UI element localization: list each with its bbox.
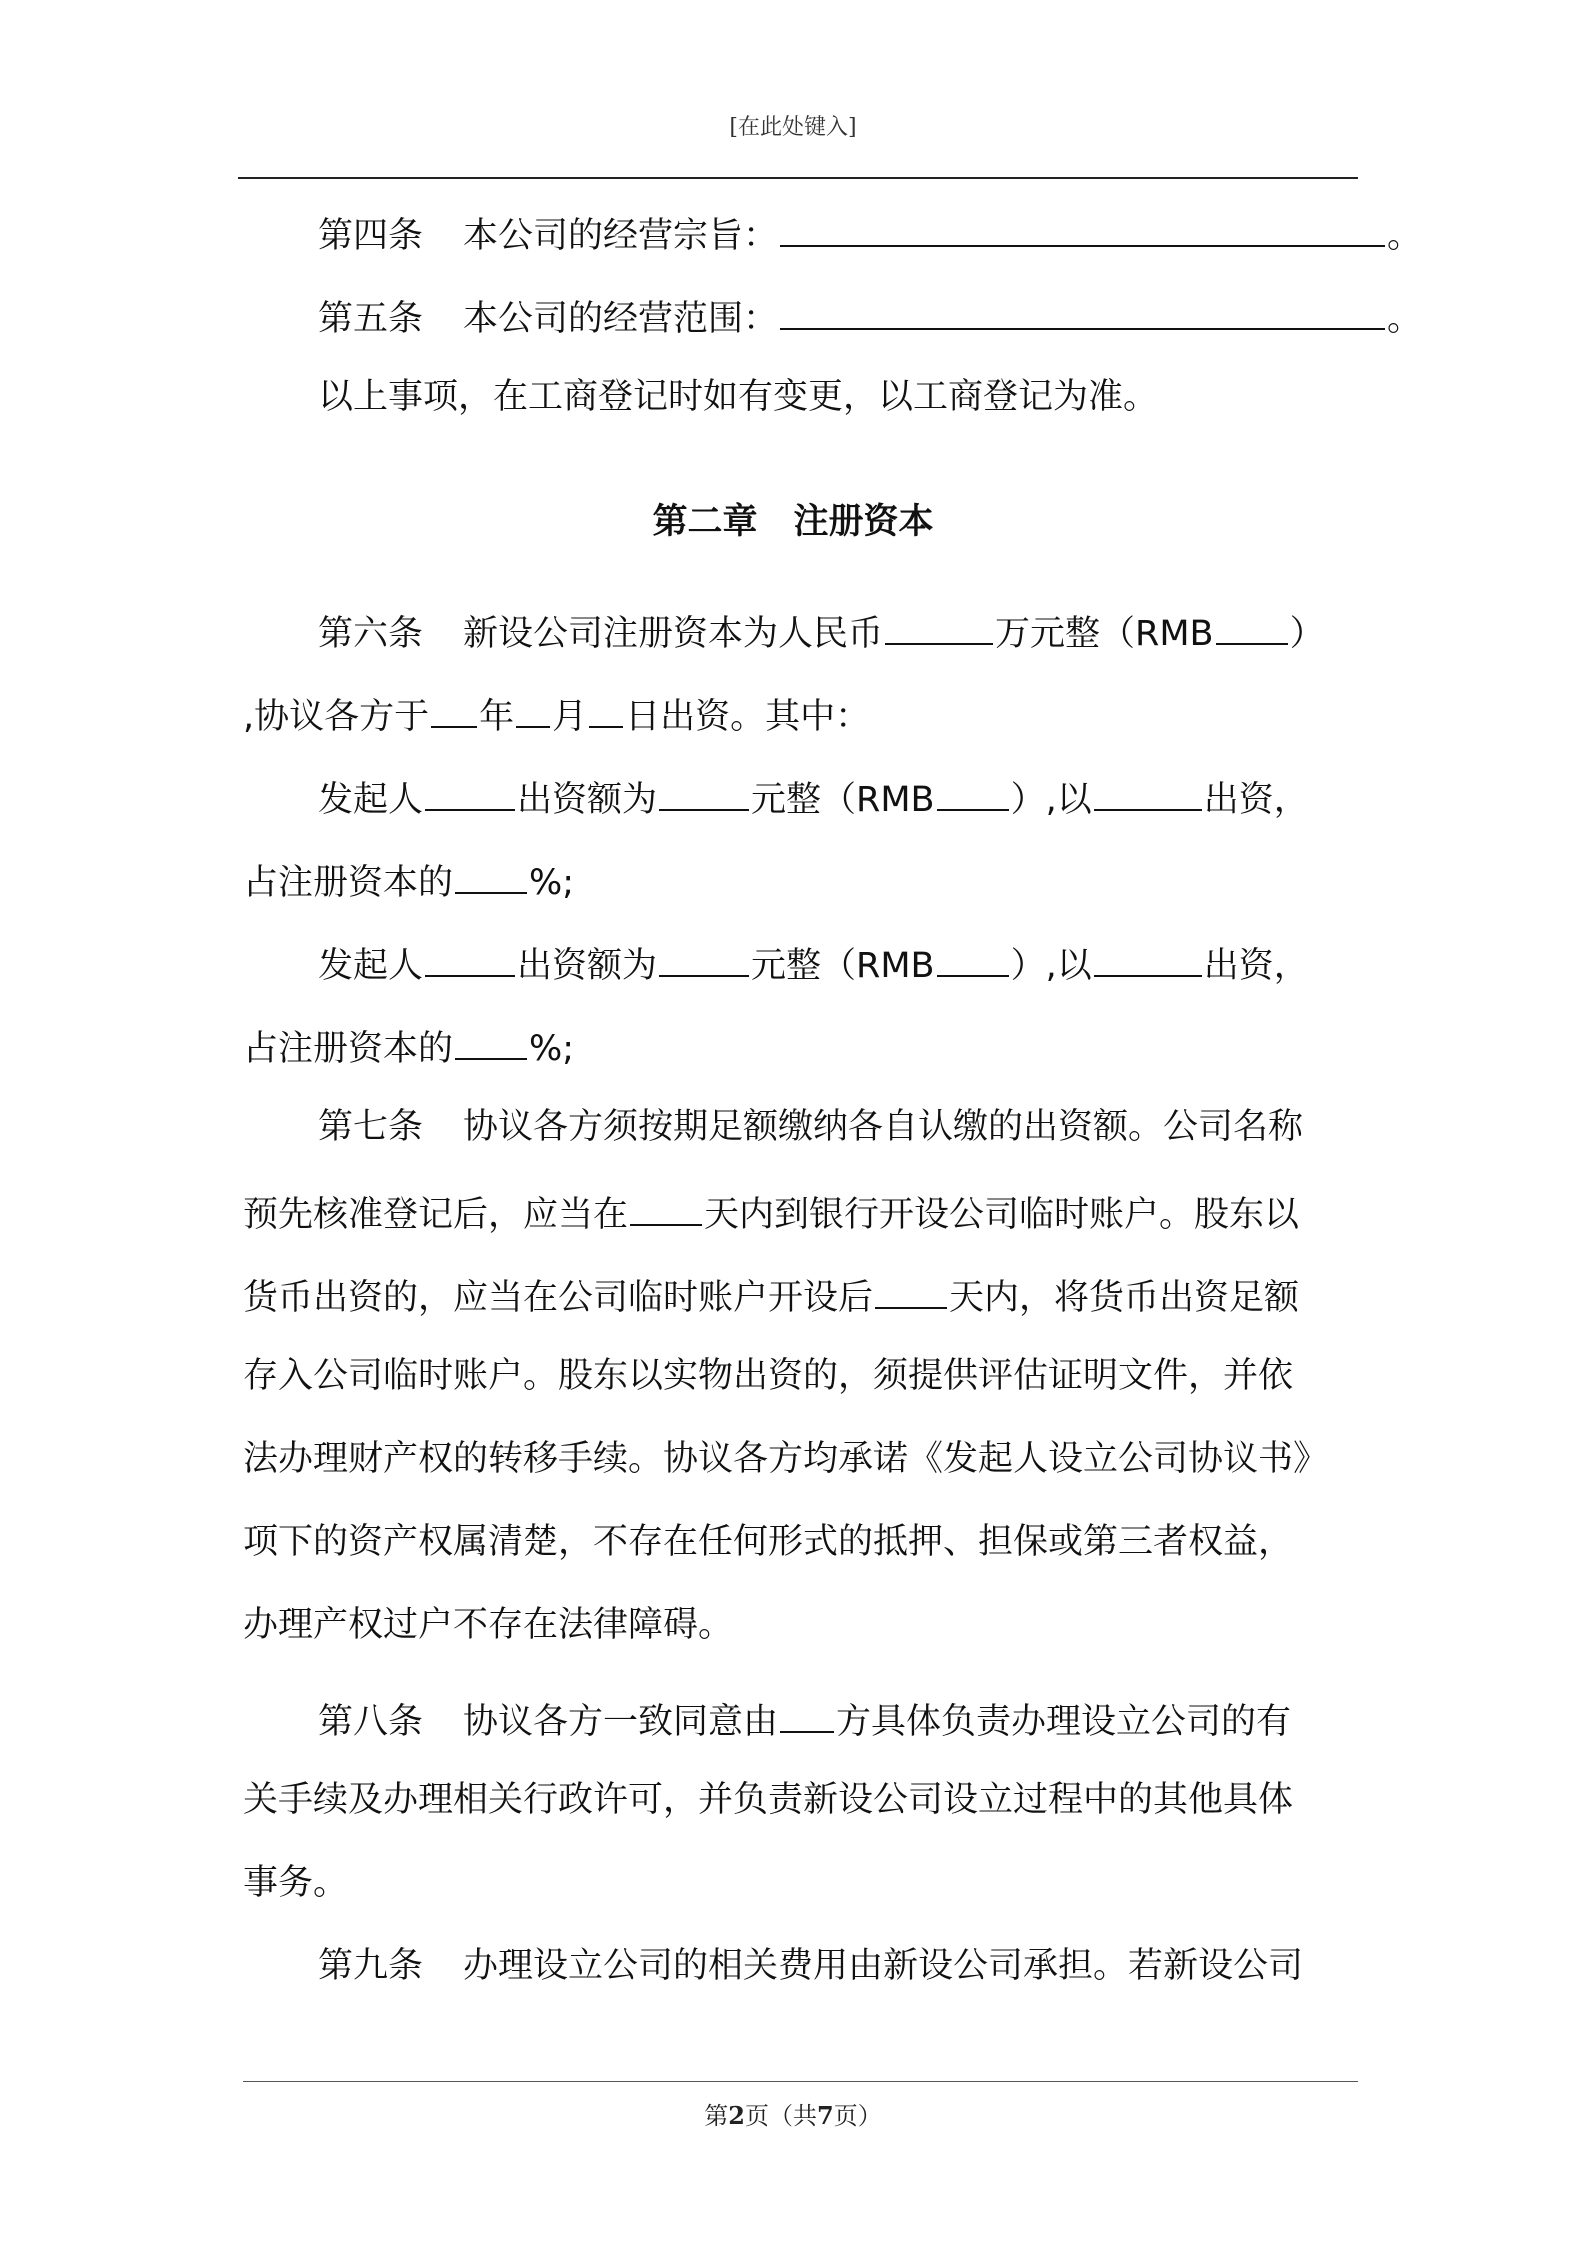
article-text: 发起人 [318, 780, 424, 820]
fill-blank [780, 290, 1385, 330]
fill-blank [425, 937, 515, 977]
fill-blank [659, 771, 749, 811]
initiator-1-line [318, 771, 1309, 819]
article-6-line-1 [318, 605, 1325, 653]
article-number: 第四条 [318, 216, 424, 256]
article-6-line-2 [243, 688, 870, 736]
chapter-heading [0, 498, 1586, 546]
article-text: 发起人 [318, 946, 424, 986]
article-8-line-3: 事务。 [243, 1863, 349, 1903]
fill-blank [455, 1020, 527, 1060]
article-text: ,协议各方于 [243, 697, 430, 737]
fill-blank [780, 207, 1385, 247]
footer-text: 第 [704, 2102, 729, 2130]
fill-blank [659, 937, 749, 977]
article-text: 协议各方一致同意由 [463, 1702, 779, 1742]
article-8-line-1 [318, 1693, 1291, 1741]
article-text: 货币出资的，应当在公司临时账户开设后 [243, 1278, 874, 1318]
fill-blank [516, 688, 550, 728]
punctuation: ） [1289, 614, 1325, 654]
article-text: 办理设立公司的相关费用由新设公司承担。若新设公司 [463, 1946, 1304, 1986]
article-text: 本公司的经营范围： [463, 299, 779, 339]
article-text: %; [529, 863, 575, 903]
page-header: [在此处键入] [729, 115, 857, 140]
article-text: 出资额为 [517, 780, 658, 820]
initiator-2-line [318, 937, 1309, 985]
article-text: 月 [552, 697, 588, 737]
article-text: 天内到银行开设公司临时账户。股东以 [704, 1195, 1300, 1235]
article-text: 天内，将货币出资足额 [949, 1278, 1300, 1318]
total-pages: 7 [817, 2101, 834, 2130]
article-text: %; [529, 1029, 575, 1069]
article-text: ）,以 [1010, 946, 1092, 986]
fill-blank [875, 1269, 947, 1309]
article-text: 本公司的经营宗旨： [463, 216, 779, 256]
article-number: 第五条 [318, 299, 424, 339]
article-text: 新设公司注册资本为人民币 [463, 614, 884, 654]
article-text: 年 [479, 697, 515, 737]
footer-text: 页（共 [745, 2102, 817, 2130]
header-divider [238, 177, 1358, 179]
article-text: 出资， [1203, 946, 1309, 986]
punctuation: 。 [1387, 299, 1423, 339]
punctuation: 。 [1387, 216, 1423, 256]
article-9-line-1 [318, 1942, 1303, 1990]
page-number: 2 [728, 2101, 745, 2130]
article-text: 占注册资本的 [243, 1029, 454, 1069]
fill-blank [425, 771, 515, 811]
article-7-line-1 [318, 1103, 1303, 1151]
article-text: 出资额为 [517, 946, 658, 986]
article-7-line-2 [243, 1186, 1299, 1234]
article-text: 万元整（RMB [995, 614, 1214, 654]
article-number: 第七条 [318, 1107, 424, 1147]
article-text: 元整（RMB [751, 946, 935, 986]
initiator-2-percent [243, 1020, 574, 1068]
article-5 [318, 290, 1422, 338]
article-number: 第九条 [318, 1946, 424, 1986]
footer-divider [243, 2081, 1358, 2082]
article-text: 协议各方须按期足额缴纳各自认缴的出资额。公司名称 [463, 1107, 1304, 1147]
fill-blank [1094, 937, 1202, 977]
article-text: 占注册资本的 [243, 863, 454, 903]
article-text: 出资， [1203, 780, 1309, 820]
chapter-title: 注册资本 [793, 502, 934, 542]
article-4 [318, 207, 1422, 255]
article-number: 第八条 [318, 1702, 424, 1742]
fill-blank [455, 854, 527, 894]
page-footer [0, 2096, 1586, 2131]
article-8-line-2: 关手续及办理相关行政许可，并负责新设公司设立过程中的其他具体 [243, 1780, 1294, 1820]
fill-blank [431, 688, 477, 728]
fill-blank [937, 937, 1009, 977]
article-text: ）,以 [1010, 780, 1092, 820]
article-7-line-6: 项下的资产权属清楚，不存在任何形式的抵押、担保或第三者权益， [243, 1522, 1294, 1562]
initiator-1-percent [243, 854, 574, 902]
chapter-number: 第二章 [652, 502, 758, 542]
footer-text: 页） [833, 2102, 882, 2130]
article-7-line-4: 存入公司临时账户。股东以实物出资的，须提供评估证明文件，并依 [243, 1356, 1294, 1396]
article-number: 第六条 [318, 614, 424, 654]
fill-blank [885, 605, 993, 645]
article-7-line-7: 办理产权过户不存在法律障碍。 [243, 1605, 734, 1645]
article-7-line-3 [243, 1269, 1299, 1317]
fill-blank [630, 1186, 702, 1226]
article-text: 元整（RMB [751, 780, 935, 820]
article-text: 方具体负责办理设立公司的有 [836, 1702, 1292, 1742]
fill-blank [937, 771, 1009, 811]
fill-blank [589, 688, 623, 728]
registration-note: 以上事项，在工商登记时如有变更，以工商登记为准。 [318, 377, 1159, 417]
article-7-line-5: 法办理财产权的转移手续。协议各方均承诺《发起人设立公司协议书》 [243, 1439, 1329, 1479]
fill-blank [780, 1693, 834, 1733]
fill-blank [1216, 605, 1288, 645]
article-text: 日出资。其中： [625, 697, 871, 737]
article-text: 预先核准登记后，应当在 [243, 1195, 629, 1235]
fill-blank [1094, 771, 1202, 811]
